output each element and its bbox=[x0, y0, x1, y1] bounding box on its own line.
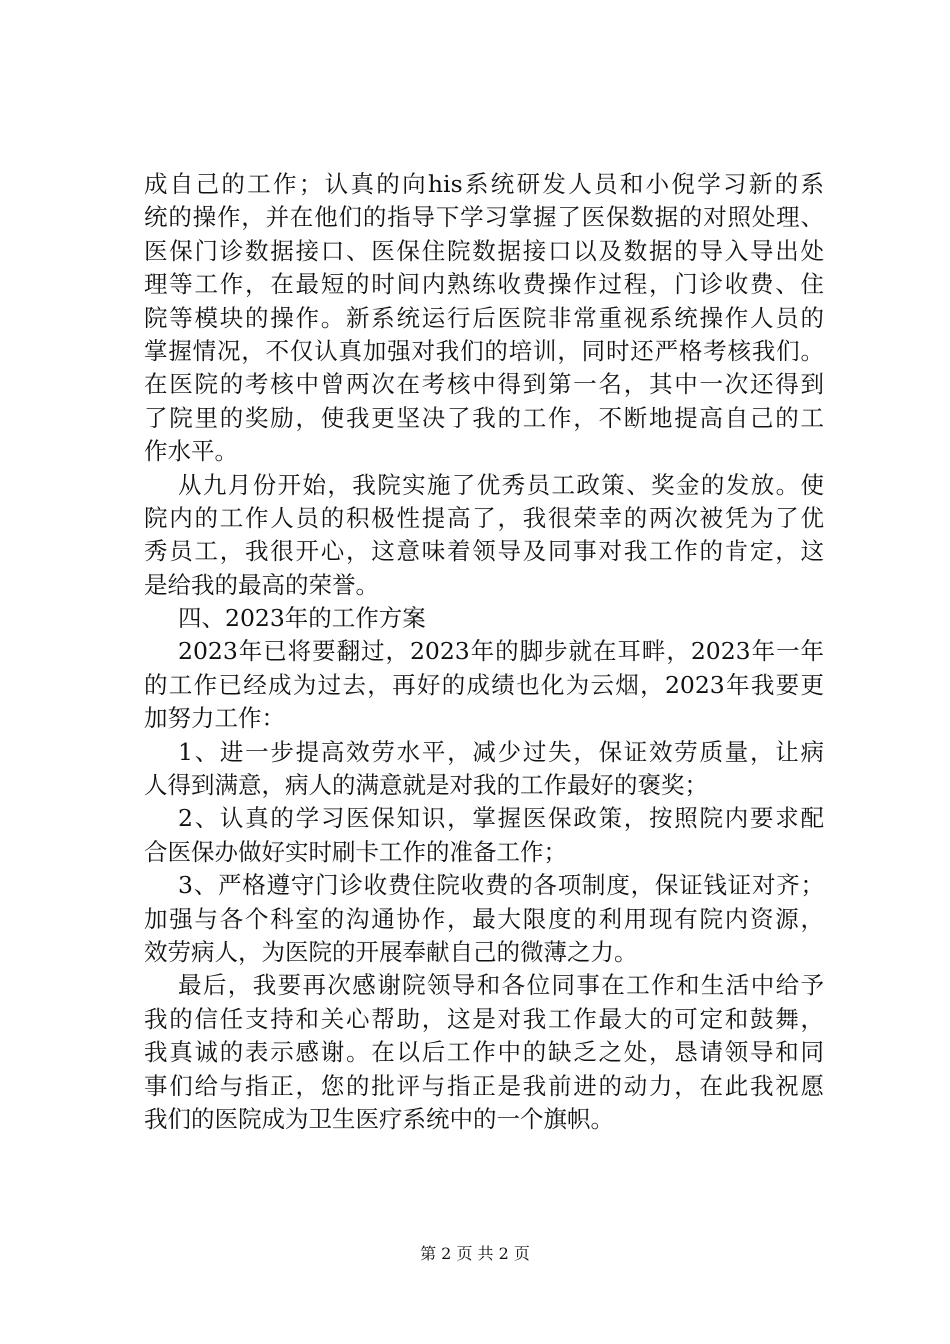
text-line: 加努力工作： bbox=[144, 704, 285, 733]
text-line: 2023年已将要翻过，2023年的脚步就在耳畔，2023年一年 bbox=[178, 637, 824, 666]
text-line: 秀员工，我很开心，这意味着领导及同事对我工作的肯定，这 bbox=[144, 537, 824, 566]
page-number-footer: 第 2 页 共 2 页 bbox=[420, 1244, 530, 1263]
text-line: 我们的医院成为卫生医疗系统中的一个旗帜。 bbox=[144, 1104, 614, 1133]
list-item-line: 2、认真的学习医保知识，掌握医保政策，按照院内要求配 bbox=[178, 804, 824, 833]
text-line: 掌握情况，不仅认真加强对我们的培训，同时还严格考核我们。 bbox=[144, 336, 824, 365]
text-line: 了院里的奖励，使我更坚决了我的工作，不断地提高自己的工 bbox=[144, 403, 824, 432]
list-item-line: 3、严格遵守门诊收费住院收费的各项制度，保证钱证对齐； bbox=[178, 871, 824, 900]
list-item-line: 1、进一步提高效劳水平，减少过失，保证效劳质量，让病 bbox=[178, 737, 824, 766]
text-line: 院等模块的操作。新系统运行后医院非常重视系统操作人员的 bbox=[144, 303, 824, 332]
text-line: 成自己的工作；认真的向his系统研发人员和小倪学习新的系 bbox=[144, 170, 824, 198]
text-line: 统的操作，并在他们的指导下学习掌握了医保数据的对照处理、 bbox=[144, 203, 824, 232]
list-item-line: 加强与各个科室的沟通协作，最大限度的利用现有院内资源， bbox=[144, 904, 824, 933]
text-line: 院内的工作人员的积极性提高了，我很荣幸的两次被凭为了优 bbox=[144, 503, 824, 532]
text-line: 医保门诊数据接口、医保住院数据接口以及数据的导入导出处 bbox=[144, 236, 824, 265]
list-item-line: 合医保办做好实时刷卡工作的准备工作； bbox=[144, 837, 567, 866]
text-line: 事们给与指正，您的批评与指正是我前进的动力，在此我祝愿 bbox=[144, 1071, 824, 1100]
text-line: 是给我的最高的荣誉。 bbox=[144, 570, 379, 599]
list-item-line: 效劳病人，为医院的开展奉献自己的微薄之力。 bbox=[144, 937, 638, 966]
text-line: 在医院的考核中曾两次在考核中得到第一名，其中一次还得到 bbox=[144, 370, 824, 399]
text-line: 作水平。 bbox=[144, 437, 238, 466]
text-line: 的工作已经成为过去，再好的成绩也化为云烟，2023年我要更 bbox=[144, 670, 824, 699]
text-line: 理等工作，在最短的时间内熟练收费操作过程，门诊收费、住 bbox=[144, 270, 824, 299]
text-line: 我真诚的表示感谢。在以后工作中的缺乏之处，恳请领导和同 bbox=[144, 1038, 824, 1067]
text-line: 最后，我要再次感谢院领导和各位同事在工作和生活中给予 bbox=[178, 971, 824, 1000]
list-item-line: 人得到满意，病人的满意就是对我的工作最好的褒奖； bbox=[144, 771, 708, 800]
text-line: 从九月份开始，我院实施了优秀员工政策、奖金的发放。使 bbox=[178, 470, 824, 499]
body-text bbox=[144, 168, 824, 1136]
section-heading: 四、2023年的工作方案 bbox=[178, 604, 426, 633]
text-line: 我的信任支持和关心帮助，这是对我工作最大的可定和鼓舞， bbox=[144, 1004, 824, 1033]
